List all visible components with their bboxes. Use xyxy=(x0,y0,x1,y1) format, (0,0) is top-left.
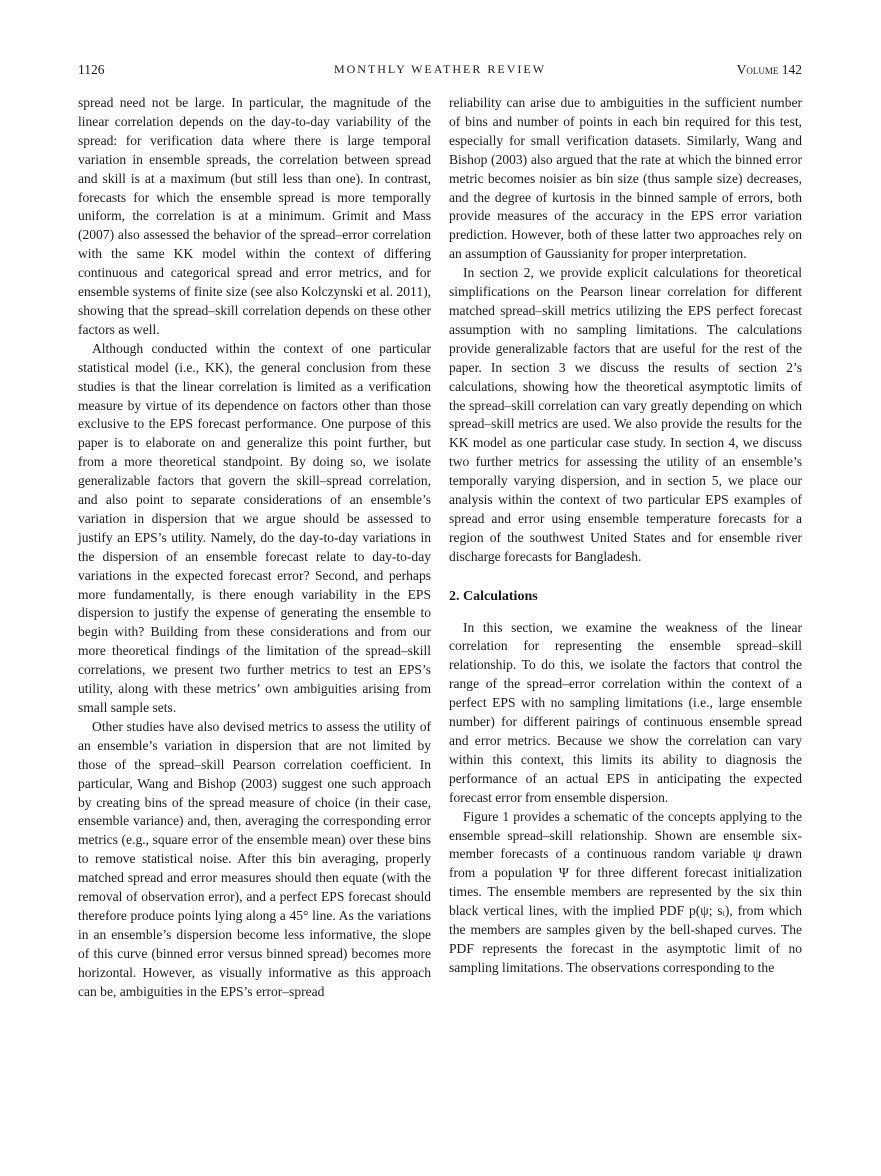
journal-title: MONTHLY WEATHER REVIEW xyxy=(333,62,547,76)
right-paragraph-4: Figure 1 provides a schematic of the concepts applying to the ensemble spread–skill relationship. Shown are ensemble six-member forecasts of a continuous random variable ψ drawn from a population Ψ for three different forecast initialization times. The ensemble members are represented by the six thin black vertical lines, with the implied PDF p(ψ; sᵢ), from which the members are samples given by the bell-shaped curves. The PDF represents the forecast in the asymptotic limit of no sampling limitations. The observations corresponding to the xyxy=(449,808,802,975)
section-heading: 2. Calculations xyxy=(449,588,538,604)
volume-label: Volume 142 xyxy=(736,62,802,77)
right-paragraph-2: In section 2, we provide explicit calculations for theoretical simplifications on the Pearson linear correlation for different matched spread–skill metrics utilizing the EPS perfect forecast assumption with no sampling limitations. The calculations provide generalizable factors that are useful for the rest of the paper. In section 3 we discuss the results of section 2’s calculations, showing how the theoretical asymptotic limits of the spread–skill correlation can vary greatly depending on which spread–skill metrics are used. We also provide the results for the KK model as one particular case study. In section 4, we discuss two further metrics for assessing the utility of an ensemble’s temporally varying dispersion, and in section 5, we place our analysis within the context of two particular EPS examples of spread and error using ensemble temperature forecasts for a region of the southwest United States and for ensemble river discharge forecasts for Bangladesh. xyxy=(449,265,802,564)
right-paragraph-3: In this section, we examine the weakness of the linear correlation for representing the ensemble spread–skill relationship. To do this, we isolate the factors that control the range of the spread–error correlation within the context of a perfect EPS with no sampling limitations (i.e., large ensemble number) for different pairings of continuous ensemble spread and error metrics. Because we show the correlation can vary within this context, this limits its ability to diagnosis the performance of an actual EPS in anticipating the expected forecast error from ensemble dispersion. xyxy=(449,619,802,805)
right-paragraph-1: reliability can arise due to ambiguities in the sufficient number of bins and number of points in each bin required for this test, especially for small verification datasets. Similarly, Wang and Bishop (2003) also argued that the rate at which the binned error metric becomes noisier as bin size (thus sample size) decreases, and the degree of kurtosis in the binned sample of errors, both provide measures of the accuracy in the EPS error variation prediction. However, both of these latter two approaches rely on an assumption of Gaussianity for proper interpretation. xyxy=(449,95,802,262)
page-number: 1126 xyxy=(78,62,105,77)
left-paragraph-3: Other studies have also devised metrics to assess the utility of an ensemble’s variation in dispersion that are not limited by those of the spread–skill Pearson correlation coefficient. In particular, Wang and Bishop (2003) suggest one such approach by creating bins of the spread measure of choice (in their case, ensemble variance) and, then, averaging the corresponding error metrics (e.g., square error of the ensemble mean) over these bins to remove statistical noise. After this bin averaging, properly matched spread and error measures should then equate (with the removal of observation error), and a perfect EPS forecast should therefore produce points lying along a 45° line. As the variations in an ensemble’s dispersion become less informative, the slope of this curve (binned error versus binned spread) becomes more horizontal. However, as visually informative as this approach can be, ambiguities in the EPS’s error–spread xyxy=(78,718,431,999)
left-paragraph-2: Although conducted within the context of one particular statistical model (i.e., KK), the general conclusion from these studies is that the linear correlation is limited as a verification measure by virtue of its dependence on factors other than those exclusive to the EPS forecast performance. One purpose of this paper is to elaborate on and generalize this point further, but from a more theoretical standpoint. By doing so, we isolate generalizable factors that govern the skill–spread correlation, and also point to separate considerations of an ensemble’s variation in dispersion that we argue should be assessed to justify an EPS’s utility. Namely, do the day-to-day variations in the dispersion of an ensemble forecast relate to day-to-day variations in the expected forecast error? Second, and perhaps more fundamentally, is there enough variability in the EPS dispersion to justify the expense of generating the ensemble to begin with? Building from these considerations and from our more theoretical findings of the limitation of the spread–skill correlations, we present two further metrics to test an EPS’s utility, along with these metrics’ own ambiguities arising from small sample sets. xyxy=(78,340,431,715)
page-header xyxy=(78,62,802,82)
left-column xyxy=(78,94,431,1002)
right-column xyxy=(449,94,802,978)
left-paragraph-1: spread need not be large. In particular, the magnitude of the linear correlation depends on the day-to-day variability of the spread: for verification data where there is large temporal variation in ensemble spreads, the correlation between spread and skill is at a maximum (but still less than one). In contrast, forecasts for which the ensemble spread is more temporally uniform, the correlation is at a minimum. Grimit and Mass (2007) also assessed the behavior of the spread–error correlation with the same KK model within the context of differing continuous and categorical spread and error metrics, and for ensemble systems of finite size (see also Kolczynski et al. 2011), showing that the spread–skill correlation depends on these other factors as well. xyxy=(78,95,431,337)
